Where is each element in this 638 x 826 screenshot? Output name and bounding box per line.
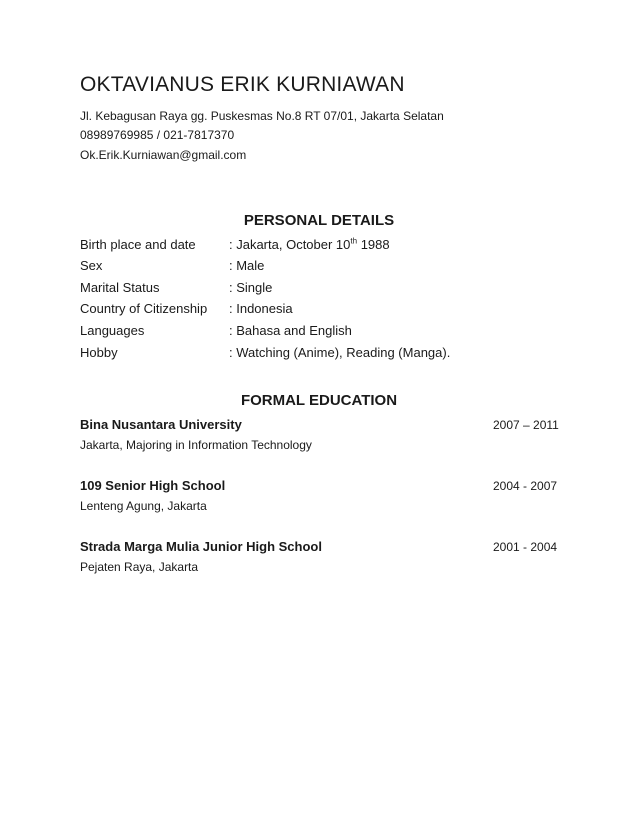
personal-details-heading: PERSONAL DETAILS [243, 212, 395, 229]
formal-education-heading: FORMAL EDUCATION [240, 392, 398, 409]
education-years: 2004 - 2007 [493, 479, 558, 493]
personal-label: Birth place and date [80, 237, 196, 252]
education-description: Jakarta, Majoring in Information Technology [80, 438, 312, 452]
education-school: Bina Nusantara University [80, 417, 242, 432]
personal-label: Marital Status [80, 280, 160, 295]
phone-line: 08989769985 / 021-7817370 [80, 128, 235, 142]
personal-label: Sex [80, 258, 103, 273]
education-school: Strada Marga Mulia Junior High School [80, 539, 322, 554]
education-school: 109 Senior High School [80, 478, 226, 493]
personal-value: : Watching (Anime), Reading (Manga). [229, 345, 451, 360]
education-years: 2001 - 2004 [493, 540, 558, 554]
personal-label: Country of Citizenship [80, 301, 208, 316]
personal-label: Hobby [80, 345, 118, 360]
email-line: Ok.Erik.Kurniawan@gmail.com [80, 148, 247, 162]
personal-value: : Jakarta, October 10th 1988 [229, 236, 390, 252]
address-line: Jl. Kebagusan Raya gg. Puskesmas No.8 RT 07/01, Jakarta Selatan [80, 109, 444, 123]
personal-value: : Bahasa and English [229, 323, 352, 338]
personal-value: : Indonesia [229, 301, 293, 316]
education-years: 2007 – 2011 [493, 418, 559, 432]
personal-value: : Single [229, 280, 273, 295]
personal-label: Languages [80, 323, 145, 338]
personal-value: : Male [229, 258, 265, 273]
candidate-name: OKTAVIANUS ERIK KURNIAWAN [80, 73, 405, 96]
education-description: Pejaten Raya, Jakarta [80, 560, 199, 574]
education-description: Lenteng Agung, Jakarta [80, 499, 207, 513]
